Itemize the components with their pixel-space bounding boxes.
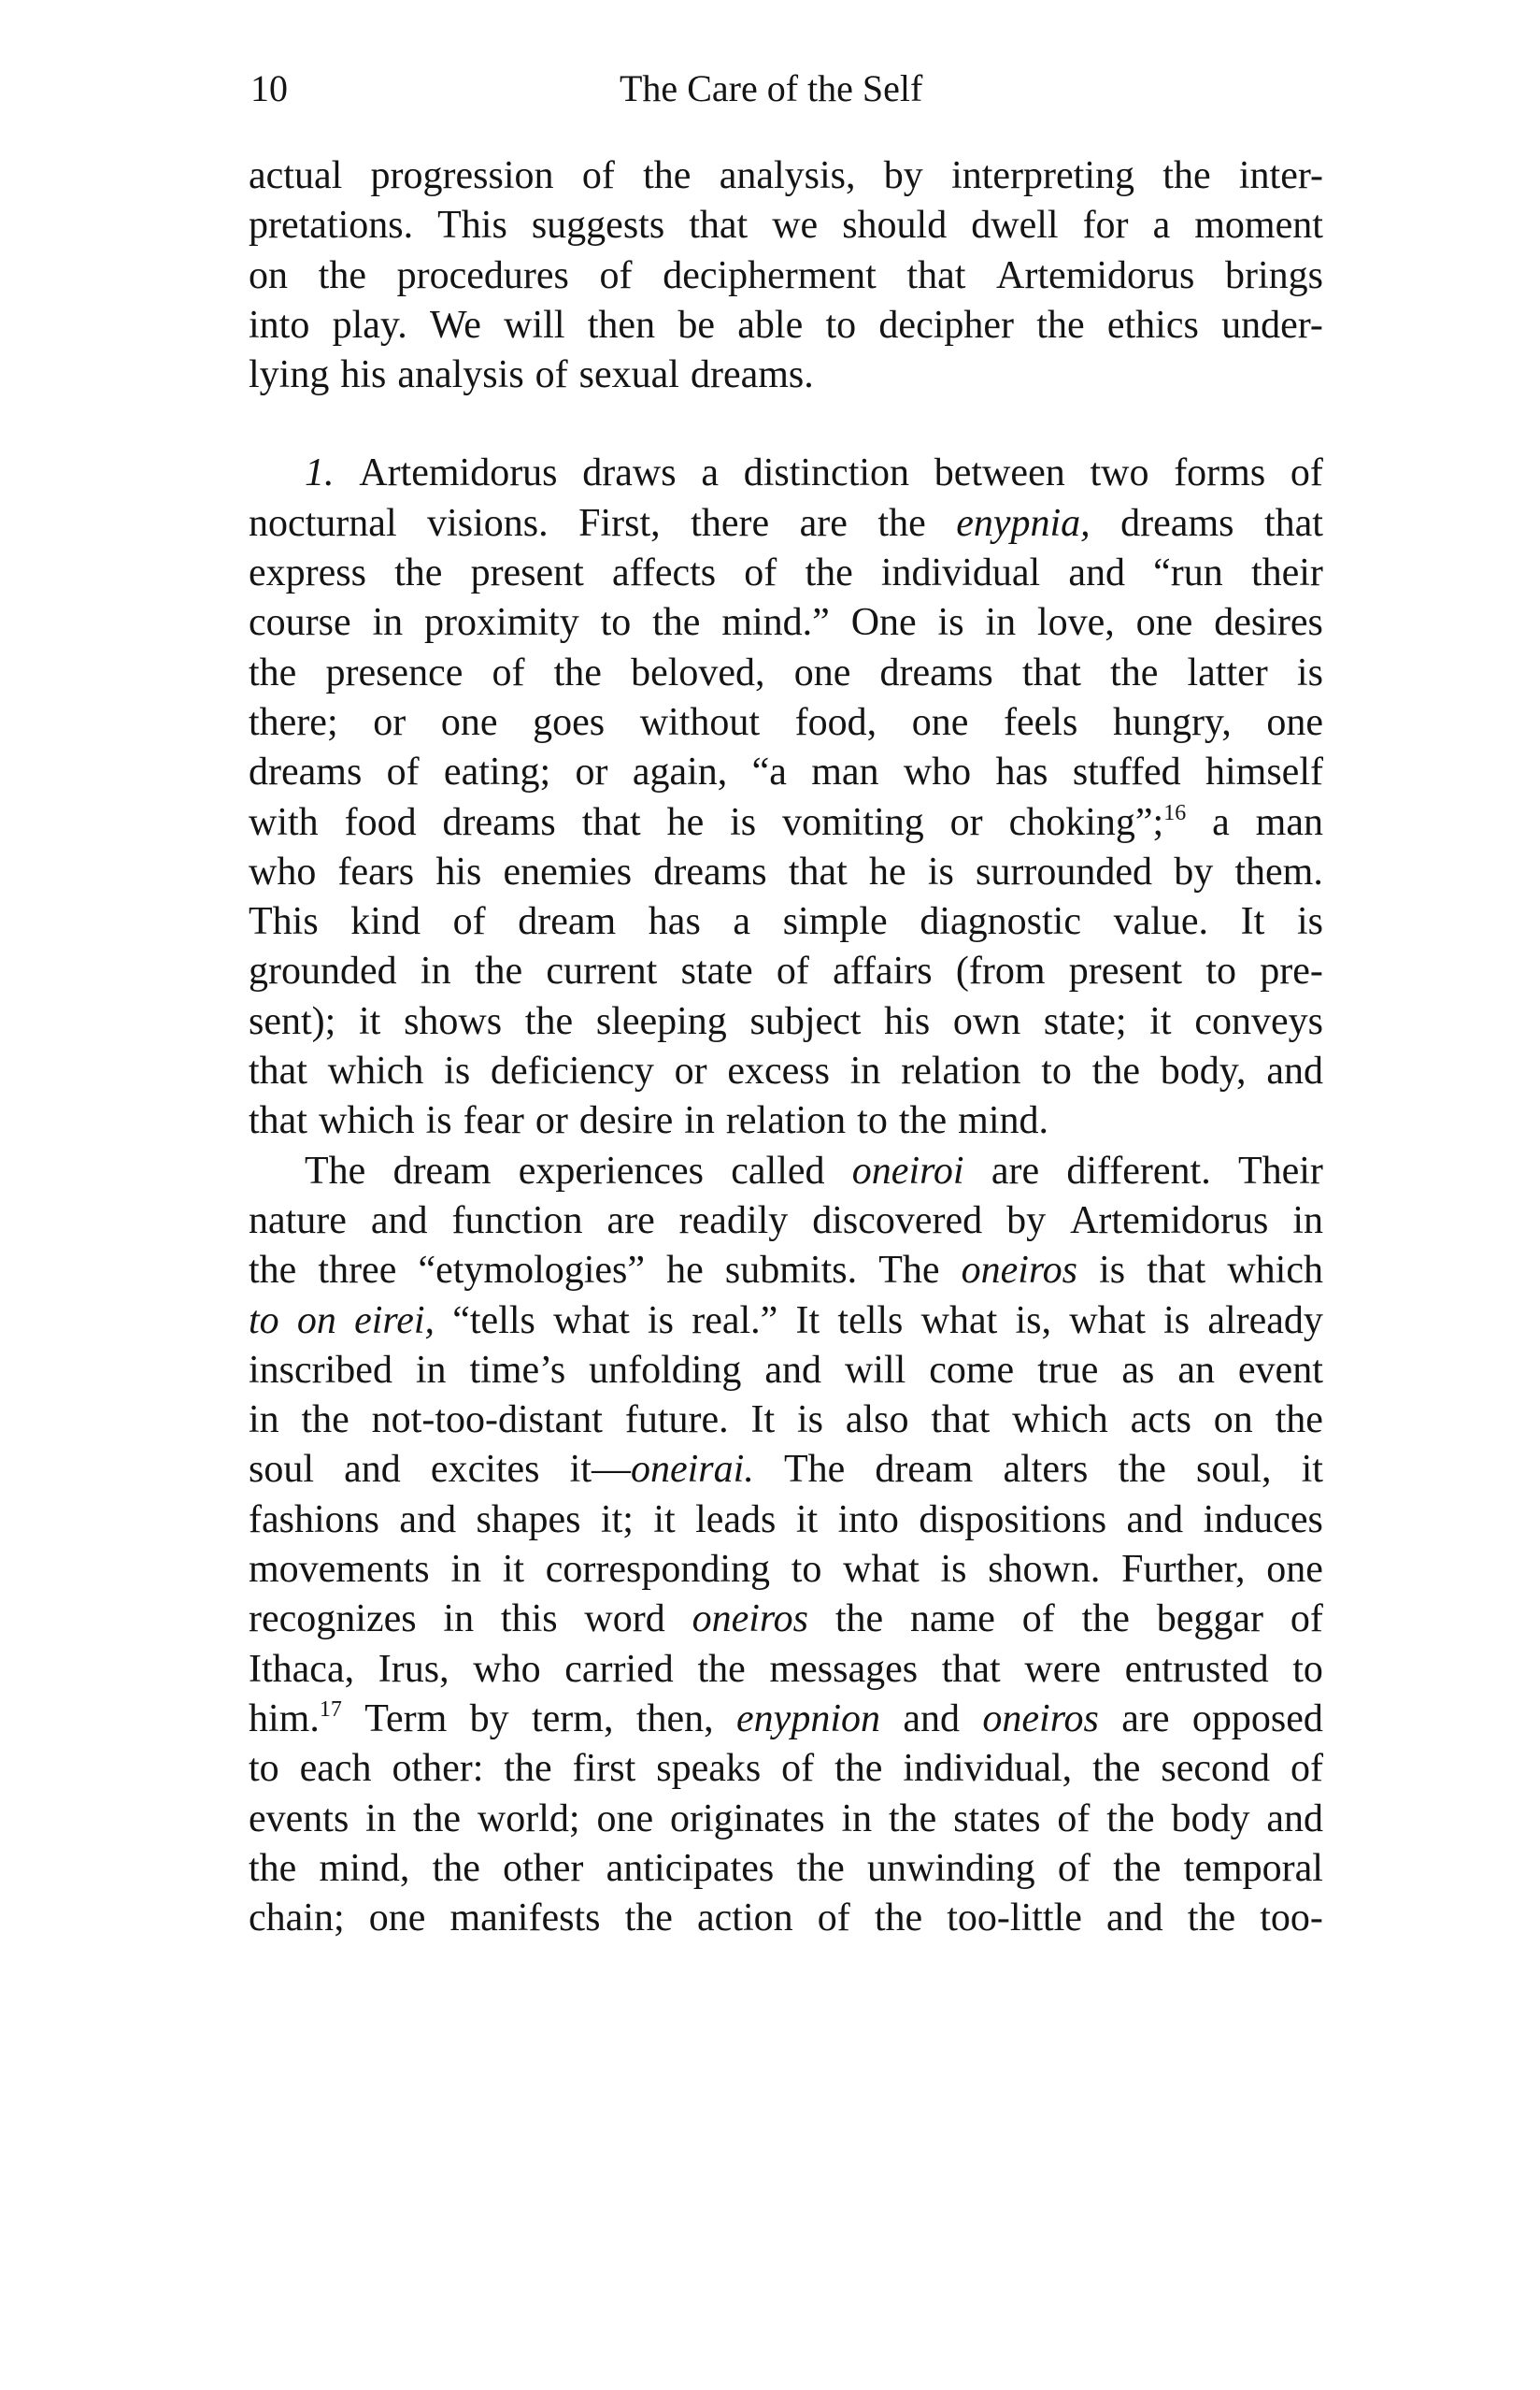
- text-line: inscribed in time’s unfolding and will come true as an event: [249, 1348, 1323, 1392]
- text-line: the mind, the other anticipates the unwinding of the temporal: [249, 1846, 1323, 1890]
- text-line: sent); it shows the sleeping subject his own state; it conveys: [249, 999, 1323, 1043]
- text-line: there; or one goes without food, one feels hungry, one: [249, 700, 1323, 744]
- text-line: nature and function are readily discovered by Artemidorus in: [249, 1198, 1323, 1242]
- text-line: lying his analysis of sexual dreams.: [249, 353, 814, 397]
- text-line: pretations. This suggests that we should dwell for a moment: [249, 204, 1323, 248]
- paragraph-gap: [249, 400, 1323, 449]
- text-line: dreams of eating; or again, “a man who has stuffed himself: [249, 751, 1323, 794]
- text-line: Ithaca, Irus, who carried the messages that were entrusted to: [249, 1647, 1323, 1691]
- text-line: with food dreams that he is vomiting or choking”;$^{16}$ a man: [249, 800, 1323, 844]
- text-line: This kind of dream has a simple diagnostic value. It is: [249, 900, 1323, 944]
- text-line: 1. Artemidorus draws a distinction between two forms of: [305, 451, 1323, 495]
- text-line: that which is deficiency or excess in relation to the body, and: [249, 1050, 1323, 1094]
- text-line: that which is fear or desire in relation to the mind.: [249, 1099, 1048, 1143]
- text-line: him.$^{17}$ Term by term, then, enypnion and oneiros are opposed: [249, 1696, 1323, 1740]
- text-line: actual progression of the analysis, by interpreting the inter-: [249, 154, 1323, 197]
- text-line: to on eirei, “tells what is real.” It tells what is, what is already: [249, 1298, 1323, 1342]
- text-line: fashions and shapes it; it leads it into dispositions and induces: [249, 1497, 1323, 1541]
- page-number: 10: [250, 67, 288, 109]
- text-line: chain; one manifests the action of the too-little and the too-: [249, 1896, 1323, 1940]
- text-line: the three “etymologies” he submits. The oneiros is that which: [249, 1249, 1323, 1293]
- text-line: the presence of the beloved, one dreams that the latter is: [249, 651, 1323, 694]
- text-line: course in proximity to the mind.” One is in love, one desires: [249, 601, 1323, 645]
- running-head: The Care of the Self: [620, 67, 923, 109]
- text-line: who fears his enemies dreams that he is surrounded by them.: [249, 850, 1323, 894]
- text-line: soul and excites it—oneirai. The dream alters the soul, it: [249, 1448, 1323, 1492]
- text-line: nocturnal visions. First, there are the enypnia, dreams that: [249, 501, 1323, 545]
- text-line: into play. We will then be able to decipher the ethics under-: [249, 303, 1323, 347]
- text-line: grounded in the current state of affairs (from present to pre-: [249, 950, 1323, 994]
- text-line: events in the world; one originates in the states of the body and: [249, 1796, 1323, 1840]
- text-line: on the procedures of decipherment that Artemidorus brings: [249, 253, 1323, 297]
- text-line: in the not-too-distant future. It is also that which acts on the: [249, 1398, 1323, 1442]
- text-line: to each other: the first speaks of the individual, the second of: [249, 1747, 1323, 1791]
- text-line: recognizes in this word oneiros the name of the beggar of: [249, 1597, 1323, 1641]
- text-line: express the present affects of the individual and “run their: [249, 551, 1323, 595]
- body-text: [249, 151, 1323, 1943]
- text-line: movements in it corresponding to what is shown. Further, one: [249, 1548, 1323, 1592]
- text-line: The dream experiences called oneiroi are different. Their: [305, 1149, 1323, 1193]
